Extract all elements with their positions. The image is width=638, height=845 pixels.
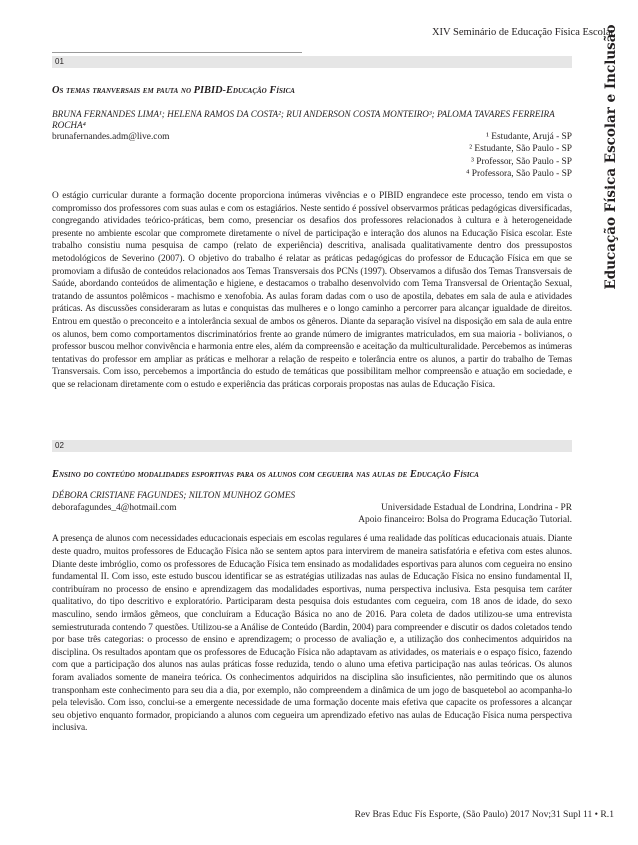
email-affiliation-row [52, 502, 572, 514]
article-2 [52, 468, 572, 735]
section-side-title [596, 23, 626, 290]
article-authors: BRUNA FERNANDES LIMA¹; HELENA RAMOS DA COSTA²; RUI ANDERSON COSTA MONTEIRO³; PALOMA TAVARES FERREIRA ROCHA⁴ [52, 109, 555, 131]
affiliation-line: ⁴ Professora, São Paulo - SP [466, 168, 572, 179]
article-number-bar [52, 440, 572, 452]
affiliation-line: Universidade Estadual de Londrina, Londrina - PR [381, 503, 572, 514]
article-abstract: O estágio curricular durante a formação docente proporciona inúmeras vivências e o PIBID engrandece este processo, tendo em vista o compromisso dos professores com suas aulas e com os estagiários. Neste sentido é possível observarmos práticas pedagógicas diversificadas, congregando atividades teórico-práticas, bem como, presenciar os desafios dos professores relacionados à cultura e à heterogeneidade presente no ambiente escolar que compromete diretamente o nível de participação e interação dos alunos na Educação Física escolar. Este trabalho consistiu numa pesquisa de campo (relato de experiência) descritiva, analisada qualitativamente dentro dos pressupostos metodológicos de Severino (2007). O objetivo do trabalho é relatar as práticas pedagógicas do professor de Educação Física em que se promoviam a difusão de conteúdos relacionados aos Temas Transversais dos PCNs (1997). Observamos a difusão dos Temas Transversais de Saúde, abordando conteúdos de alimentação e higiene, e destacamos o trabalho desenvolvido com Tema Transversal de Orientação Sexual, tratando de assuntos polêmicos - machismo e xenofobia. As aulas foram dadas com o uso de apostila, debates em sala de aula e atividades práticas. As discussões consideraram as lutas e conquistas das mulheres e o longo caminho a percorrer para alcançar igualdade de direitos. Entrou em questão o preconceito e a intolerância sexual de ambos os gêneros. Diante da separação visível na disposição em sala de aula entre os alunos, bem como comportamentos discriminatórios frente ao grande número de imigrantes matriculados, em sua maioria - bolivianos, o professor buscou melhor convivência e harmonia entre eles, além da compreensão e aceitação da multiculturalidade. Percebemos as inúmeras tentativas do professor em ampliar as práticas e melhorar a relação de respeito e tolerância entre os alunos, a partir do trabalho de Temas Transversais. Com isso, percebemos a importância do estudo de temáticas que possibilitam melhor compreensão e atuação em sociedade, e que se relacionam diretamente com o estudo e experiência das práticas corporais propostas nas aulas de Educação Física. [52, 191, 572, 390]
page-footer: Rev Bras Educ Fís Esporte, (São Paulo) 2017 Nov;31 Supl 11 • R.1 [354, 809, 614, 820]
author-email: brunafernandes.adm@live.com [52, 132, 170, 143]
email-affiliation-row [52, 131, 572, 143]
affiliations [52, 143, 572, 180]
divider [52, 52, 302, 53]
article-title: Os temas tranversais em pauta no PIBID-Educação Física [52, 85, 295, 96]
affiliations [52, 514, 572, 526]
article-number: 02 [55, 441, 64, 450]
article-title: Ensino do conteúdo modalidades esportivas para os alunos com cegueira nas aulas de Educação Física [52, 469, 479, 480]
article-number-bar [52, 56, 572, 68]
author-email: deborafagundes_4@hotmail.com [52, 503, 177, 514]
affiliation-line: Apoio financeiro: Bolsa do Programa Educação Tutorial. [358, 515, 572, 526]
article-1 [52, 84, 572, 392]
article-authors: DÉBORA CRISTIANE FAGUNDES; NILTON MUNHOZ GOMES [52, 490, 296, 500]
article-abstract: A presença de alunos com necessidades educacionais especiais em escolas regulares é uma realidade das políticas educacionais atuais. Diante deste quadro, muitos professores de Educação Física não se sentem aptos para intervirem de maneira satisfatória e efetiva com estes alunos. Diante deste imbróglio, como os professores de Educação Física tem ensinado as modalidades esportivas para alunos com cegueira no ensino fundamental II. Com isso, este estudo buscou identificar se as estratégias utilizadas nas aulas de Educação Física no ensino fundamental II, contribuíram no processo de ensino e aprendizagem das modalidades esportivas, numa perspectiva inclusiva. Esta pesquisa tem caráter qualitativo, do tipo descritivo e exploratório. Participaram desta pesquisa dois estudantes com cegueira, com 18 anos de idade, do sexo masculino, sendo irmãos gêmeos, que concluíram a Educação Básica no ano de 2016. Para coleta de dados utilizou-se uma entrevista semiestruturada contendo 7 questões. Utilizou-se a Análise de Conteúdo (Bardin, 2004) para compreender e discutir os dados coletados tendo por base três categorias: o processo de ensino e aprendizagem; o processo de avaliação e, a utilização dos conhecimentos adquiridos na disciplina. Os resultados apontam que os professores de Educação Física não adaptavam as atividades, os materiais e o espaço físico, fazendo com que a participação dos alunos nas aulas práticas fosse reduzida, tendo o aluno uma efetiva participação nas aulas teóricas. Os alunos foram avaliados somente de maneira teórica. Os conhecimentos adquiridos na disciplina são insuficientes, não permitindo que os alunos transponham este conhecimento para seu dia a dia, por exemplo, não compreendem a dinâmica de um jogo de basquetebol ao acompanha-lo pela televisão. Com isso, conclui-se a emergente necessidade de uma formação docente mais efetiva que capacite os professores a alcançar seu objetivo enquanto formador, propiciando a alunos com cegueira um aprendizado efetivo nas aulas de Educação Física numa perspectiva inclusiva. [52, 534, 572, 734]
article-number: 01 [55, 57, 64, 66]
affiliation-line: ¹ Estudante, Arujá - SP [486, 132, 572, 143]
affiliation-line: ³ Professor, São Paulo - SP [471, 156, 572, 167]
section-side-title-text: Educação Física Escolar e Inclusão [603, 23, 619, 290]
affiliation-line: ² Estudante, São Paulo - SP [469, 144, 572, 155]
running-header: XIV Seminário de Educação Física Escolar [431, 27, 614, 38]
